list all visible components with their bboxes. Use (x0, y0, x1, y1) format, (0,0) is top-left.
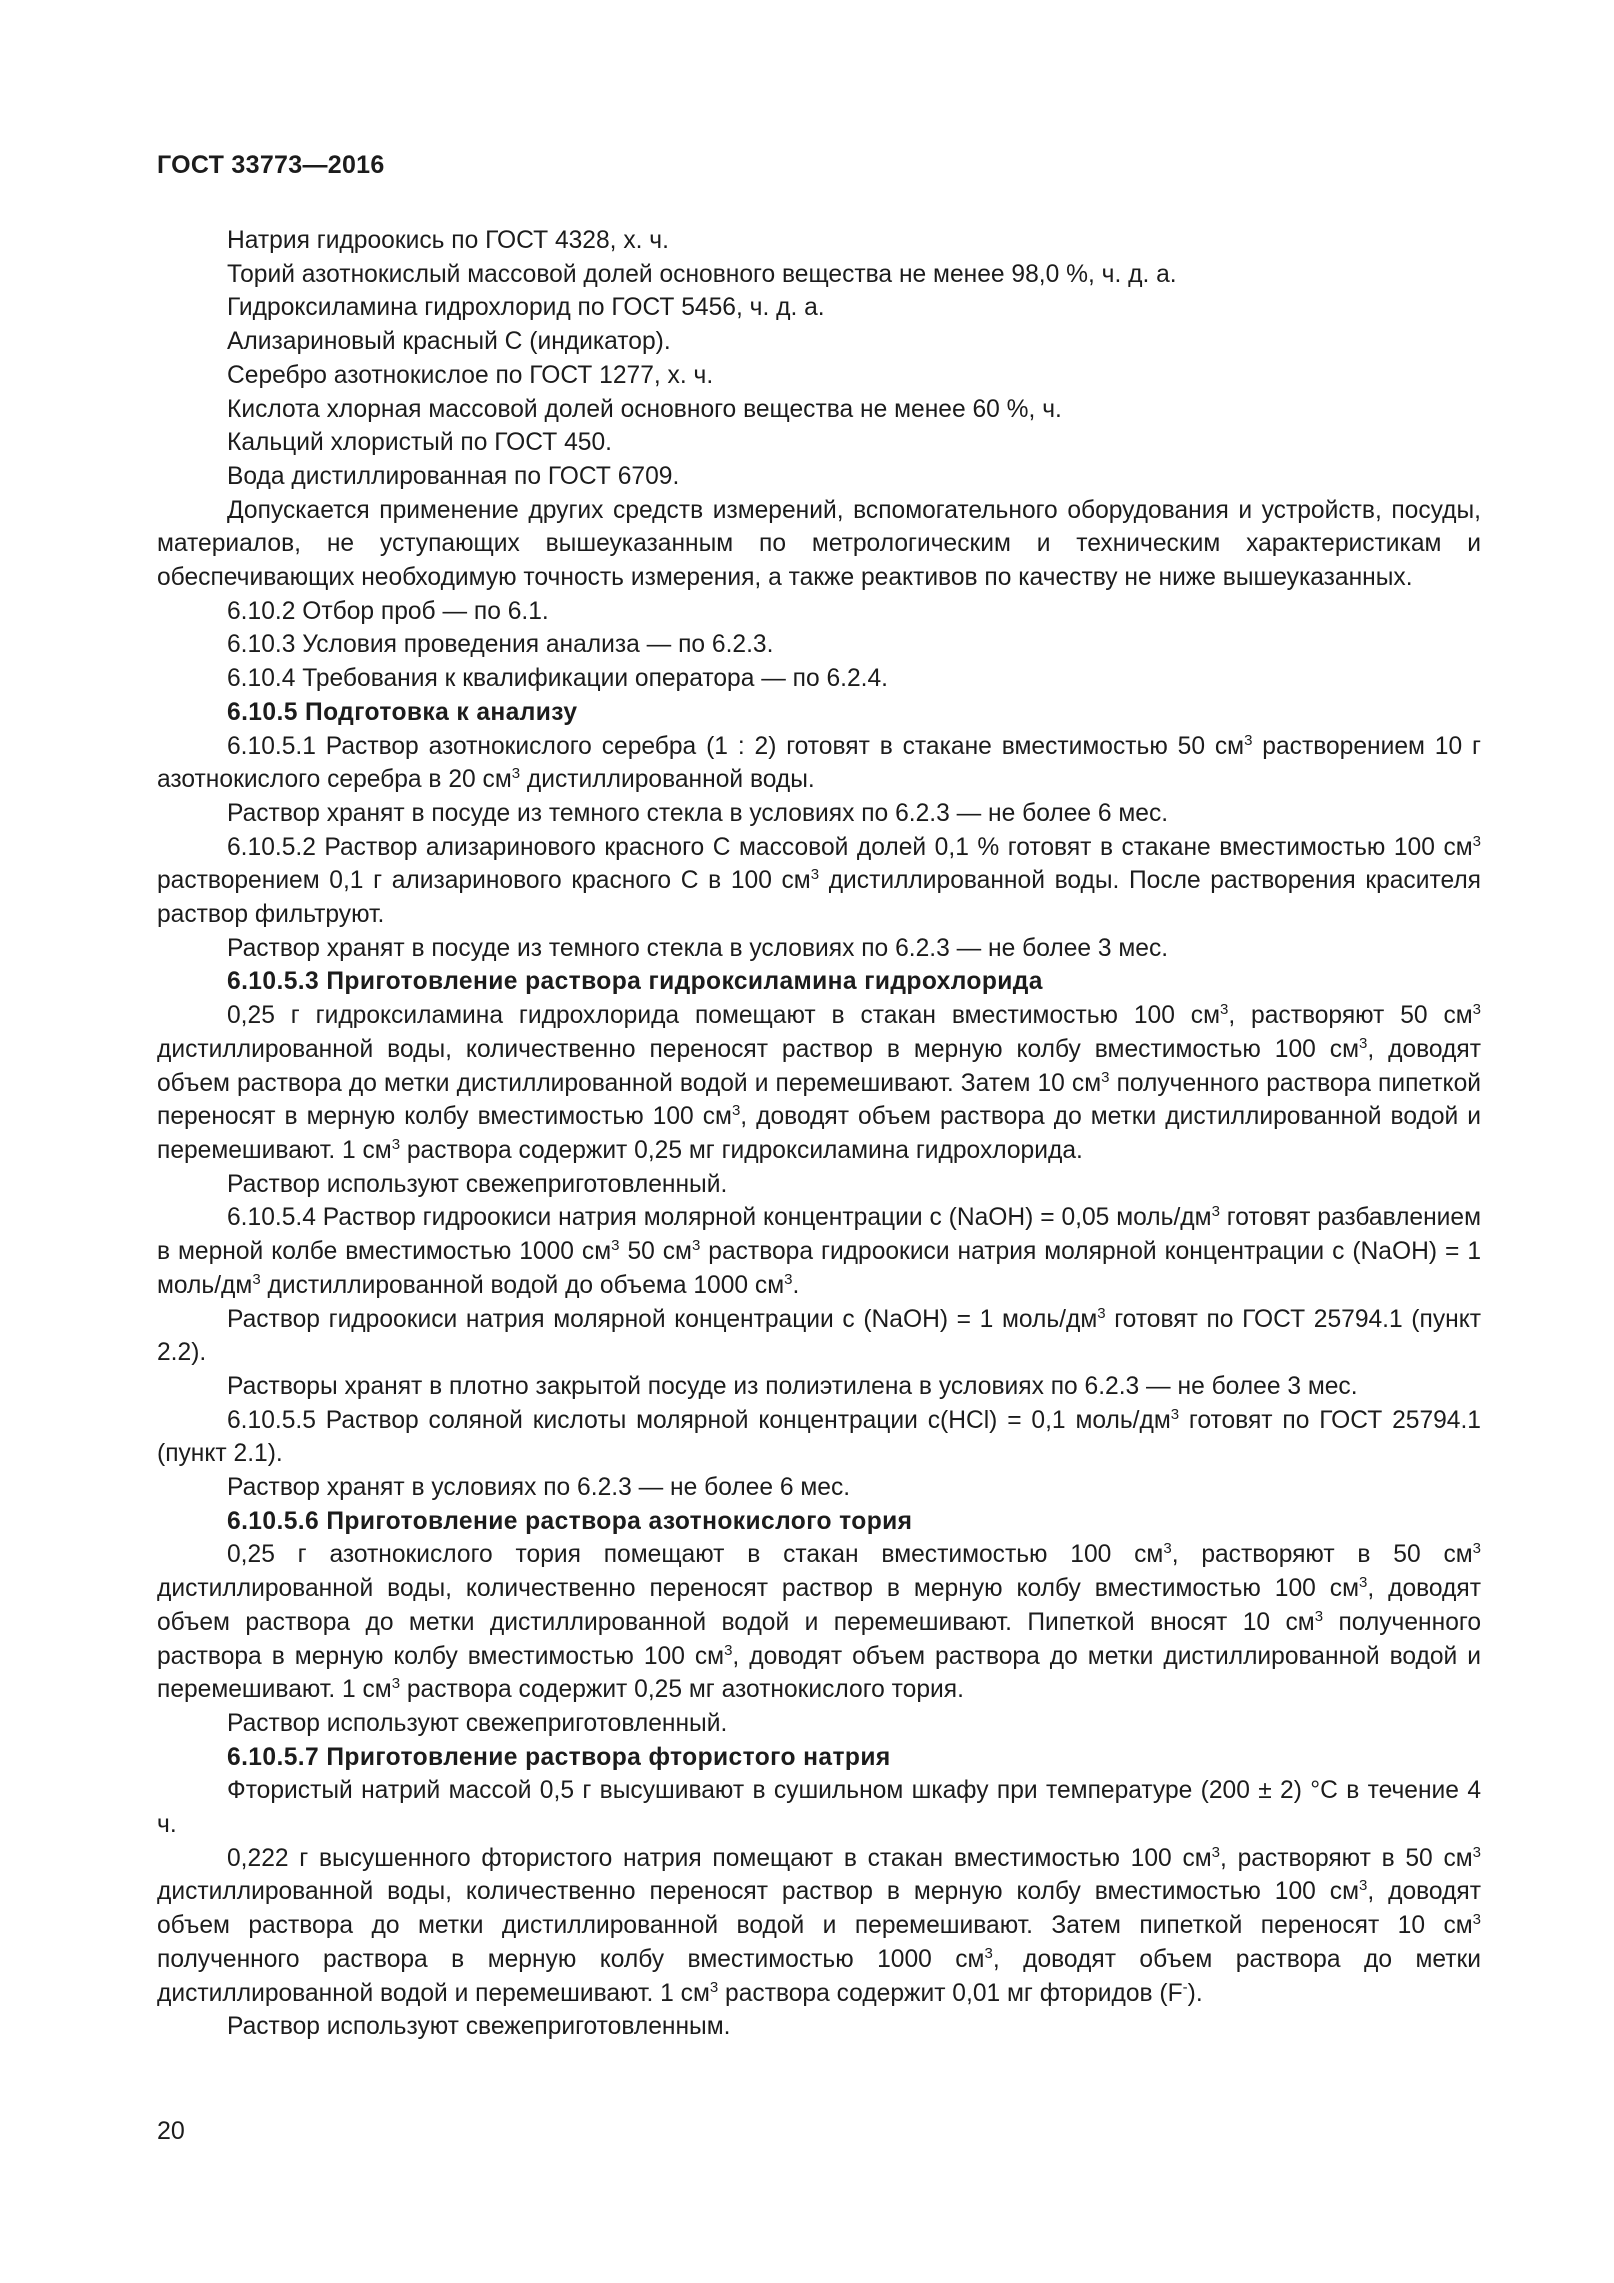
paragraph: Раствор используют свежеприготовленным. (227, 2013, 731, 2041)
paragraph: 6.10.3 Условия проведения анализа — по 6.2.3. (227, 631, 774, 659)
paragraph: 6.10.5.2 Раствор ализаринового красного С массовой долей 0,1 % готовят в стакане вместимостью 100 $см^3$ растворением 0,1 г ализаринового красного С в 100 $см^3$ дистиллированной воды. После растворения красителя раствор фильтруют. (157, 832, 1481, 929)
paragraph: 0,25 г гидроксиламина гидрохлорида помещают в стакан вместимостью 100 $см^3$, растворяют 50 $см^3$ дистиллированной воды, количественно переносят раствор в мерную колбу вместимостью 100 $см^3$, доводят объем раствора до метки дистиллированной водой и перемешивают. Затем 10 $см^3$ полученного раствора пипеткой переносят в мерную колбу вместимостью 100 $см^3$, доводят объем раствора до метки дистиллированной водой и перемешивают. 1 $см^3$ раствора содержит 0,25 мг гидроксиламина гидрохлорида. (157, 1001, 1481, 1164)
document-header: ГОСТ 33773—2016 (157, 151, 385, 179)
paragraph: Раствор хранят в посуде из темного стекла в условиях по 6.2.3 — не более 3 мес. (227, 934, 1169, 962)
paragraph: Кислота хлорная массовой долей основного вещества не менее 60 %, ч. (227, 395, 1062, 423)
paragraph: 6.10.4 Требования к квалификации оператора — по 6.2.4. (227, 665, 889, 693)
section-heading: 6.10.5.6 Приготовление раствора азотнокислого тория (227, 1507, 913, 1535)
paragraph: Кальций хлористый по ГОСТ 450. (227, 429, 612, 457)
paragraph: Растворы хранят в плотно закрытой посуде из полиэтилена в условиях по 6.2.3 — не более 3 мес. (227, 1372, 1358, 1400)
paragraph: Раствор хранят в посуде из темного стекла в условиях по 6.2.3 — не более 6 мес. (227, 799, 1169, 827)
paragraph: Раствор используют свежеприготовленный. (227, 1170, 728, 1198)
paragraph: Натрия гидроокись по ГОСТ 4328, х. ч. (227, 227, 669, 254)
paragraph: 6.10.5.5 Раствор соляной кислоты молярной концентрации c(HCl) = 0,1 моль/$дм^3$ готовят по ГОСТ 25794.1 (пункт 2.1). (157, 1405, 1481, 1468)
section-heading: 6.10.5.3 Приготовление раствора гидроксиламина гидрохлорида (227, 968, 1043, 996)
paragraph: Фтористый натрий массой 0,5 г высушивают в сушильном шкафу при температуре (200 ± 2) °С в течение 4 ч. (157, 1777, 1481, 1839)
paragraph: Раствор гидроокиси натрия молярной концентрации c (NaOH) = 1 моль/$дм^3$ готовят по ГОСТ 25794.1 (пункт 2.2). (157, 1304, 1481, 1367)
paragraph: 6.10.2 Отбор проб — по 6.1. (227, 597, 549, 625)
paragraph: Торий азотнокислый массовой долей основного вещества не менее 98,0 %, ч. д. а. (227, 260, 1177, 288)
paragraph: 6.10.5.1 Раствор азотнокислого серебра (1 : 2) готовят в стакане вместимостью 50 $см^3$ растворением 10 г азотнокислого серебра в 20 $см^3$ дистиллированной воды. (157, 731, 1481, 794)
paragraph: Вода дистиллированная по ГОСТ 6709. (227, 462, 680, 490)
section-heading: 6.10.5.7 Приготовление раствора фтористого натрия (227, 1743, 891, 1771)
paragraph: 0,25 г азотнокислого тория помещают в стакан вместимостью 100 $см^3$, растворяют в 50 $см^3$ дистиллированной воды, количественно переносят раствор в мерную колбу вместимостью 100 $см^3$, доводят объем раствора до метки дистиллированной водой и перемешивают. Пипеткой вносят 10 $см^3$ полученного раствора в мерную колбу вместимостью 100 $см^3$, доводят объем раствора до метки дистиллированной водой и перемешивают. 1 $см^3$ раствора содержит 0,25 мг азотнокислого тория. (157, 1540, 1481, 1704)
paragraph: Раствор хранят в условиях по 6.2.3 — не более 6 мес. (227, 1474, 851, 1502)
paragraph: Допускается применение других средств измерений, вспомогательного оборудования и устройств, посуды, материалов, не уступающих вышеуказанным по метрологическим и техническим характеристикам и обеспечивающих необходимую точность измерения, а также реактивов по качеству не ниже вышеуказанных. (157, 496, 1481, 592)
paragraph: Раствор используют свежеприготовленный. (227, 1709, 728, 1737)
section-heading: 6.10.5 Подготовка к анализу (227, 698, 578, 726)
paragraph: 6.10.5.4 Раствор гидроокиси натрия молярной концентрации c (NaOH) = 0,05 моль/$дм^3$ готовят разбавлением в мерной колбе вместимостью 1000 $см^3$ 50 $см^3$ раствора гидроокиси натрия молярной концентрации c (NaOH) = 1 моль/$дм^3$ дистиллированной водой до объема 1000 $см^3$. (157, 1203, 1482, 1299)
paragraph: 0,222 г высушенного фтористого натрия помещают в стакан вместимостью 100 $см^3$, растворяют в 50 $см^3$ дистиллированной воды, количественно переносят раствор в мерную колбу вместимостью 100 $см^3$, доводят объем раствора до метки дистиллированной водой и перемешивают. Затем пипеткой переносят 10 $см^3$ полученного раствора в мерную колбу вместимостью 1000 $см^3$, доводят объем раствора до метки дистиллированной водой и перемешивают. 1 $см^3$ раствора содержит 0,01 мг фторидов (F-). (157, 1843, 1481, 2007)
paragraph: Гидроксиламина гидрохлорид по ГОСТ 5456, ч. д. а. (227, 294, 825, 322)
document-body (157, 224, 1481, 2044)
page-number: 20 (157, 2117, 185, 2145)
paragraph: Серебро азотнокислое по ГОСТ 1277, х. ч. (227, 361, 714, 389)
paragraph: Ализариновый красный С (индикатор). (227, 328, 671, 356)
